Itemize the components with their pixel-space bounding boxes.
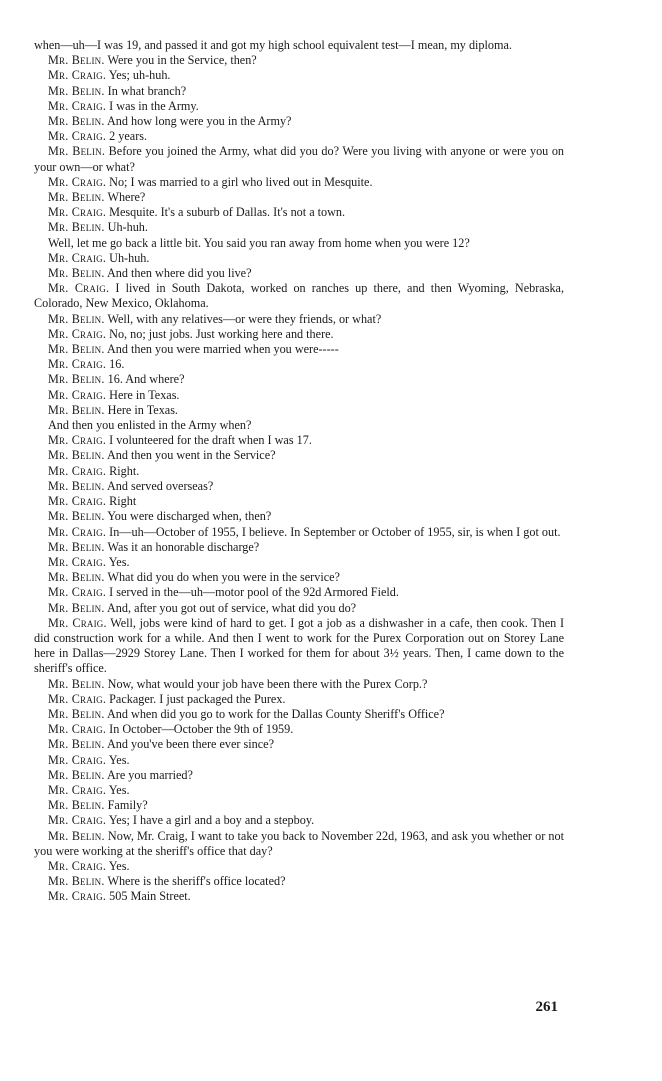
transcript-line xyxy=(34,327,564,342)
transcript-line xyxy=(34,84,564,99)
line-text: And then you went in the Service? xyxy=(106,448,276,463)
line-text: And when did you go to work for the Dallas County Sheriff's Office? xyxy=(106,706,445,721)
transcript-line xyxy=(34,525,564,540)
speaker-label: Mr. Craig. xyxy=(48,554,107,569)
transcript-line xyxy=(34,403,564,418)
line-text: Well, let me go back a little bit. You said you ran away from home when you were 12? xyxy=(48,235,470,250)
transcript-line xyxy=(34,813,564,828)
speaker-label: Mr. Craig. xyxy=(48,858,107,873)
transcript-line xyxy=(34,281,564,311)
line-text: Yes; I have a girl and a boy and a stepboy. xyxy=(108,813,315,828)
transcript-line xyxy=(34,601,564,616)
speaker-label: Mr. Craig. xyxy=(48,722,107,737)
transcript-line xyxy=(34,357,564,372)
line-text: And served overseas? xyxy=(106,478,214,493)
transcript-line xyxy=(34,585,564,600)
speaker-label: Mr. Belin. xyxy=(48,342,105,357)
line-text: I lived in South Dakota, worked on ranches up there, and then Wyoming, Nebraska, Colorado, New Mexico, Oklahoma. xyxy=(34,281,565,311)
line-text: I served in the—uh—motor pool of the 92d Armored Field. xyxy=(109,585,399,600)
transcript-line xyxy=(34,99,564,114)
speaker-label: Mr. Craig. xyxy=(48,281,110,296)
line-text: I was in the Army. xyxy=(109,98,199,113)
transcript-line xyxy=(34,220,564,235)
transcript-line xyxy=(34,251,564,266)
speaker-label: Mr. Belin. xyxy=(48,372,105,387)
transcript-line xyxy=(34,540,564,555)
line-text: Well, with any relatives—or were they friends, or what? xyxy=(107,311,382,326)
transcript-line xyxy=(34,38,564,53)
speaker-label: Mr. Craig. xyxy=(48,494,107,509)
speaker-label: Mr. Belin. xyxy=(48,402,105,417)
line-text: Uh-huh. xyxy=(109,250,150,265)
line-text: Well, jobs were kind of hard to get. I got a job as a dishwasher in a cafe, then cook. Then I did construction work for a while. And then I went to work for the Purex Corporation out on Storey Lane here in Dallas—2929 Storey Lane. Then I worked for them for about 3½ years. Then, I came down to the sheriff's office. xyxy=(34,615,565,676)
speaker-label: Mr. Craig. xyxy=(48,357,107,372)
speaker-label: Mr. Craig. xyxy=(48,250,107,265)
line-text: And then you enlisted in the Army when? xyxy=(48,418,252,433)
line-text: when—uh—I was 19, and passed it and got my high school equivalent test—I mean, my diploma. xyxy=(34,38,512,52)
speaker-label: Mr. Belin. xyxy=(48,448,105,463)
line-text: And then you were married when you were----- xyxy=(106,342,339,357)
speaker-label: Mr. Craig. xyxy=(48,691,107,706)
line-text: Here in Texas. xyxy=(109,387,180,402)
transcript-line xyxy=(34,768,564,783)
transcript-line xyxy=(34,616,564,677)
speaker-label: Mr. Craig. xyxy=(48,585,107,600)
speaker-label: Mr. Craig. xyxy=(48,129,107,144)
transcript-line xyxy=(34,418,564,433)
speaker-label: Mr. Craig. xyxy=(48,782,107,797)
transcript-line xyxy=(34,68,564,83)
line-text: 505 Main Street. xyxy=(109,889,191,904)
line-text: Uh-huh. xyxy=(107,220,148,235)
line-text: In—uh—October of 1955, I believe. In September or October of 1955, sir, is when I got out. xyxy=(109,524,561,539)
page-number: 261 xyxy=(535,999,558,1015)
speaker-label: Mr. Belin. xyxy=(48,114,105,129)
transcript-line xyxy=(34,722,564,737)
transcript-line xyxy=(34,798,564,813)
speaker-label: Mr. Craig. xyxy=(48,524,107,539)
speaker-label: Mr. Belin. xyxy=(48,478,105,493)
speaker-label: Mr. Belin. xyxy=(48,190,105,205)
line-text: Here in Texas. xyxy=(107,402,178,417)
line-text: 16. xyxy=(109,357,125,372)
speaker-label: Mr. Belin. xyxy=(48,509,105,524)
transcript-line xyxy=(34,509,564,524)
line-text: Yes. xyxy=(108,752,130,767)
line-text: Yes; uh-huh. xyxy=(108,68,171,83)
transcript-line xyxy=(34,889,564,904)
transcript-line xyxy=(34,555,564,570)
speaker-label: Mr. Craig. xyxy=(48,752,107,767)
speaker-label: Mr. Belin. xyxy=(48,874,105,889)
speaker-label: Mr. Belin. xyxy=(48,798,105,813)
speaker-label: Mr. Craig. xyxy=(48,205,107,220)
transcript-line xyxy=(34,737,564,752)
transcript-line xyxy=(34,570,564,585)
speaker-label: Mr. Belin. xyxy=(48,220,105,235)
transcript-line xyxy=(34,433,564,448)
line-text: Before you joined the Army, what did you do? Were you living with anyone or were you on your own—or what? xyxy=(34,144,565,174)
line-text: Now, Mr. Craig, I want to take you back to November 22d, 1963, and ask you whether or not you were working at the sheriff's office that day? xyxy=(34,828,565,858)
transcript-line xyxy=(34,129,564,144)
line-text: No; I was married to a girl who lived out in Mesquite. xyxy=(109,174,373,189)
line-text: I volunteered for the draft when I was 17. xyxy=(109,433,312,448)
speaker-label: Mr. Craig. xyxy=(48,615,107,630)
line-text: And, after you got out of service, what did you do? xyxy=(106,600,357,615)
speaker-label: Mr. Belin. xyxy=(48,144,106,159)
line-text: And how long were you in the Army? xyxy=(106,114,292,129)
transcript-line xyxy=(34,448,564,463)
speaker-label: Mr. Belin. xyxy=(48,266,105,281)
line-text: Where is the sheriff's office located? xyxy=(107,874,286,889)
line-text: You were discharged when, then? xyxy=(107,509,272,524)
line-text: 16. And where? xyxy=(107,372,185,387)
transcript-line xyxy=(34,372,564,387)
line-text: 2 years. xyxy=(109,129,148,144)
speaker-label: Mr. Belin. xyxy=(48,570,105,585)
speaker-label: Mr. Craig. xyxy=(48,98,107,113)
transcript-line xyxy=(34,342,564,357)
speaker-label: Mr. Craig. xyxy=(48,387,107,402)
line-text: Right xyxy=(109,494,137,509)
transcript-line xyxy=(34,144,564,174)
transcript-line xyxy=(34,114,564,129)
transcript-line xyxy=(34,692,564,707)
transcript-line xyxy=(34,175,564,190)
line-text: Are you married? xyxy=(106,767,193,782)
transcript-line xyxy=(34,312,564,327)
transcript-line xyxy=(34,190,564,205)
transcript-line xyxy=(34,829,564,859)
speaker-label: Mr. Craig. xyxy=(48,326,107,341)
transcript-line xyxy=(34,494,564,509)
speaker-label: Mr. Craig. xyxy=(48,889,107,904)
speaker-label: Mr. Craig. xyxy=(48,68,107,83)
line-text: Yes. xyxy=(108,554,130,569)
transcript-line xyxy=(34,464,564,479)
speaker-label: Mr. Belin. xyxy=(48,737,105,752)
speaker-label: Mr. Craig. xyxy=(48,174,107,189)
transcript-line xyxy=(34,753,564,768)
line-text: In what branch? xyxy=(107,83,187,98)
speaker-label: Mr. Belin. xyxy=(48,767,105,782)
transcript-line xyxy=(34,783,564,798)
line-text: No, no; just jobs. Just working here and there. xyxy=(109,326,334,341)
speaker-label: Mr. Belin. xyxy=(48,828,105,843)
line-text: Right. xyxy=(109,463,140,478)
transcript-line xyxy=(34,388,564,403)
speaker-label: Mr. Belin. xyxy=(48,53,105,68)
transcript-line xyxy=(34,707,564,722)
speaker-label: Mr. Belin. xyxy=(48,676,105,691)
line-text: Family? xyxy=(107,798,148,813)
line-text: What did you do when you were in the service? xyxy=(107,570,340,585)
transcript-line xyxy=(34,479,564,494)
line-text: Now, what would your job have been there with the Purex Corp.? xyxy=(107,676,428,691)
line-text: Was it an honorable discharge? xyxy=(107,539,260,554)
transcript-line xyxy=(34,874,564,889)
line-text: In October—October the 9th of 1959. xyxy=(109,722,294,737)
speaker-label: Mr. Belin. xyxy=(48,539,105,554)
speaker-label: Mr. Craig. xyxy=(48,813,107,828)
speaker-label: Mr. Craig. xyxy=(48,463,107,478)
speaker-label: Mr. Belin. xyxy=(48,600,105,615)
transcript-body xyxy=(34,38,564,905)
speaker-label: Mr. Belin. xyxy=(48,83,105,98)
line-text: Mesquite. It's a suburb of Dallas. It's not a town. xyxy=(109,205,346,220)
line-text: And you've been there ever since? xyxy=(106,737,274,752)
line-text: And then where did you live? xyxy=(106,266,252,281)
speaker-label: Mr. Craig. xyxy=(48,433,107,448)
line-text: Packager. I just packaged the Purex. xyxy=(109,691,286,706)
line-text: Yes. xyxy=(108,782,130,797)
line-text: Where? xyxy=(107,190,146,205)
line-text: Yes. xyxy=(108,858,130,873)
speaker-label: Mr. Belin. xyxy=(48,706,105,721)
line-text: Were you in the Service, then? xyxy=(107,53,257,68)
transcript-line xyxy=(34,205,564,220)
transcript-line xyxy=(34,859,564,874)
transcript-line xyxy=(34,53,564,68)
transcript-line xyxy=(34,266,564,281)
transcript-line xyxy=(34,677,564,692)
transcript-line xyxy=(34,236,564,251)
speaker-label: Mr. Belin. xyxy=(48,311,105,326)
